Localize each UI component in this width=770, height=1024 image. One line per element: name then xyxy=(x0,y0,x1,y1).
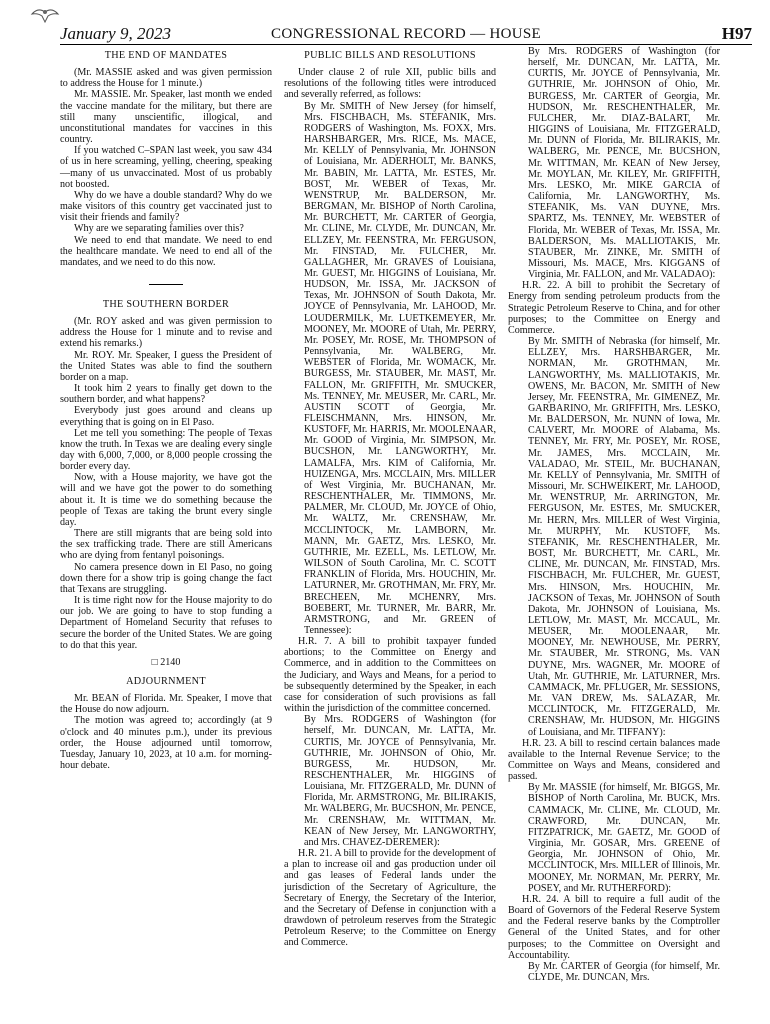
sponsor-list: By Mr. MASSIE (for himself, Mr. BIGGS, Mr. BISHOP of North Carolina, Mr. BUCK, Mrs. CAMMACK, Mr. CLINE, Mr. CLOUD, Mr. CRAWFORD, Mr. DUNCAN, Mr. FITZPATRICK, Mr. GAETZ, Mr. GOOD of Virginia, Mr. GOSAR, Mrs. GREENE of Georgia, Mr. JOHNSON of Ohio, Mr. MCCLINTOCK, Mrs. MILLER of Illinois, Mr. MOONEY, Mr. NORMAN, Mr. PERRY, Mr. POSEY, and Mr. RUTHERFORD): xyxy=(528,782,720,894)
sponsor-list: By Mr. SMITH of New Jersey (for himself, Mrs. FISCHBACH, Ms. STEFANIK, Mrs. RODGERS of Washington, Ms. FOXX, Mrs. HARSHBARGER, Mrs. RICE, Ms. MACE, Mr. KELLY of Pennsylvania, Mr. JOHNSON of Louisiana, Mr. ADERHOLT, Mr. BANKS, Mr. BABIN, Mr. LATTA, Mr. ESTES, Mr. BOST, Mr. WEBER of Texas, Mr. WENSTRUP, Mr. BALDERSON, Mr. BERGMAN, Mr. BISHOP of North Carolina, Mr. BURCHETT, Mr. CARTER of Georgia, Mr. CLINE, Mr. CLYDE, Mr. DUNCAN, Mr. ELLZEY, Mr. FEENSTRA, Mr. FERGUSON, Mr. FINSTAD, Mr. FULCHER, Mr. GALLAGHER, Mr. GRAVES of Louisiana, Mr. GUEST, Mr. HIGGINS of Louisiana, Mr. HUDSON, Mr. ISSA, Mr. JACKSON of Texas, Mr. JOHNSON of South Dakota, Mr. JOYCE of Pennsylvania, Mr. LAHOOD, Mr. LOUDERMILK, Mr. LUETKEMEYER, Mr. MOONEY, Mr. MOORE of Utah, Mr. PERRY, Mr. POSEY, Mr. ROSE, Mr. THOMPSON of Pennsylvania, Mr. WALBERG, Mr. WEBSTER of Florida, Mr. WOMACK, Mr. BURGESS, Mr. STAUBER, Mr. MAST, Mr. FALLON, Mr. GRIFFITH, Mr. SMUCKER, Ms. TENNEY, Mr. MEUSER, Mr. CARL, Mr. AUSTIN SCOTT of Georgia, Mr. FLEISCHMANN, Mrs. HINSON, Mr. KUSTOFF, Mr. HARRIS, Mr. MOOLENAAR, Mr. GOOD of Virginia, Mr. SIMPSON, Mr. BUCSHON, Mr. LANGWORTHY, Mr. LAMALFA, Mrs. KIM of California, Mr. HUIZENGA, Mrs. MCCLAIN, Mrs. MILLER of West Virginia, Mr. BUCHANAN, Mr. RESCHENTHALER, Mr. TIMMONS, Mr. PALMER, Mr. CLOUD, Mr. JOYCE of Ohio, Mr. WALTZ, Mr. CRENSHAW, Mr. MCCLINTOCK, Mr. LAMBORN, Mr. MANN, Mr. GAETZ, Mrs. LESKO, Mr. GUTHRIE, Mr. EZELL, Ms. LETLOW, Mr. WILSON of South Carolina, Mr. C. SCOTT FRANKLIN of Florida, Mrs. HOUCHIN, Mr. LATURNER, Mr. GROTHMAN, Mr. FRY, Mr. BRECHEEN, Mr. MCHENRY, Mrs. BOEBERT, Mr. TURNER, Mr. BARR, Mr. ARMSTRONG, and Mr. GREEN of Tennessee): xyxy=(304,100,496,636)
paragraph: Now, with a House majority, we have got the will and we have got the power to do something about it. It is time we do something because the people of Texas are taking the brunt every single day. xyxy=(60,472,272,528)
sponsor-list: By Mrs. RODGERS of Washington (for herself, Mr. DUNCAN, Mr. LATTA, Mr. CURTIS, Mr. JOYCE of Pennsylvania, Mr. GUTHRIE, Mr. JOHNSON of Ohio, Mr. BURGESS, Mr. HUDSON, Mr. RESCHENTHALER, Mr. HIGGINS of Louisiana, Mr. FITZGERALD, Mr. DUNN of Florida, Mr. ARMSTRONG, Mr. BILIRAKIS, Mr. WALBERG, Mr. BUCSHON, Mr. PENCE, Mr. CRENSHAW, Mr. WITTMAN, Mr. KEAN of New Jersey, Mr. LANGWORTHY, and Mrs. CHAVEZ-DEREMER): xyxy=(304,714,496,848)
paragraph: It took him 2 years to finally get down to the southern border, and what happens? xyxy=(60,383,272,406)
header-date: January 9, 2023 xyxy=(60,24,171,43)
paragraph: If you watched C–SPAN last week, you saw 434 of us in here screaming, yelling, cheering, speaking—many of us unvaccinated. Most of us probably not boosted. xyxy=(60,145,272,190)
sponsor-list: By Mr. CARTER of Georgia (for himself, Mr. CLYDE, Mr. DUNCAN, Mrs. xyxy=(528,960,720,983)
eagle-seal-icon xyxy=(30,4,60,24)
header-title: CONGRESSIONAL RECORD — HOUSE xyxy=(271,26,541,42)
column-2 xyxy=(284,46,496,949)
paragraph: No camera presence down in El Paso, no going down there for a show trip is going change the fact that Texans are struggling. xyxy=(60,561,272,595)
column-1 xyxy=(60,46,272,771)
paragraph: Let me tell you something: The people of Texas know the truth. In Texas we are dealing every single day with 6,000, 7,000, or 8,000 people crossing the border every day. xyxy=(60,427,272,473)
section-heading-adjournment: ADJOURNMENT xyxy=(126,675,206,687)
paragraph: Why do we have a double standard? Why do we make visitors of this country get vaccinated just to visit their friends and family? xyxy=(60,189,272,224)
sponsor-list: By Mr. SMITH of Nebraska (for himself, Mr. ELLZEY, Mrs. HARSHBARGER, Mr. NORMAN, Mr. GROTHMAN, Mr. LANGWORTHY, Ms. MALLIOTAKIS, Mr. OWENS, Mr. BACON, Mr. SMITH of New Jersey, Mr. FEENSTRA, Mr. GIMENEZ, Mr. GARBARINO, Mr. GRIFFITH, Mrs. LESKO, Mr. BALDERSON, Mr. NUNN of Iowa, Mr. CALVERT, Mr. MOORE of Alabama, Ms. TENNEY, Mr. FRY, Mr. POSEY, Mr. ROSE, Mr. JAMES, Mrs. MCCLAIN, Mr. VALADAO, Mr. STEIL, Mr. BUCHANAN, Mr. KELLY of Pennsylvania, Mr. SMITH of Missouri, Mr. SCHWEIKERT, Mr. LAHOOD, Mr. WENSTRUP, Mr. ARRINGTON, Mr. FERGUSON, Mr. ESTES, Mr. SMUCKER, Mr. HERN, Mrs. MILLER of West Virginia, Mr. MURPHY, Mr. KUSTOFF, Ms. STEFANIK, Mr. RESCHENTHALER, Mr. BOST, Mr. BURCHETT, Mr. CARL, Mr. CLINE, Mr. DUNCAN, Mr. FINSTAD, Mrs. FISCHBACH, Mr. FULCHER, Mr. GUEST, Mrs. HINSON, Mrs. HOUCHIN, Mr. JACKSON of Texas, Mr. JOHNSON of South Dakota, Mr. JOHNSON of Louisiana, Ms. LETLOW, Mr. MAST, Mr. MCCAUL, Mr. MEUSER, Mr. MOOLENAAR, Mr. MOONEY, Mr. NEWHOUSE, Mr. PERRY, Mr. STAUBER, Mr. STRONG, Ms. VAN DUYNE, Mrs. WAGNER, Mr. MOORE of Utah, Mr. GUTHRIE, Mr. LATURNER, Mrs. CAMMACK, Mr. PFLUGER, Mr. SESSIONS, Mr. VAN DREW, Ms. SALAZAR, Mr. MCCLINTOCK, Mr. FITZGERALD, Mr. CRENSHAW, Mr. HUDSON, Mr. HIGGINS of Louisiana, and Mr. TIFFANY): xyxy=(528,336,720,738)
sponsor-list: By Mrs. RODGERS of Washington (for herself, Mr. DUNCAN, Mr. LATTA, Mr. CURTIS, Mr. JOYCE of Pennsylvania, Mr. GUTHRIE, Mr. JOHNSON of Ohio, Mr. BURGESS, Mr. CARTER of Georgia, Mr. HUDSON, Mr. RESCHENTHALER, Mr. FULCHER, Mr. DIAZ-BALART, Mr. HIGGINS of Louisiana, Mr. FITZGERALD, Mr. DUNN of Florida, Mr. BILIRAKIS, Mr. WALBERG, Mr. PENCE, Mr. BUCSHON, Mr. WITTMAN, Mr. KEAN of New Jersey, Mr. MOYLAN, Mr. KILEY, Mr. GRIFFITH, Mrs. LESKO, Mr. MIKE GARCIA of California, Mr. LANGWORTHY, Ms. STEFANIK, Ms. VAN DUYNE, Mrs. SPARTZ, Ms. TENNEY, Mr. WEBSTER of Florida, Mr. WEBER of Texas, Mr. ISSA, Mr. BALDERSON, Ms. MALLIOTAKIS, Mr. STAUBER, Mr. ZINKE, Mr. SMITH of Missouri, Ms. MACE, Mrs. KIGGANS of Virginia, Mr. FALLON, and Mr. VALADAO): xyxy=(528,46,720,281)
section-heading-end-of-mandates: THE END OF MANDATES xyxy=(104,50,228,61)
bill-entry: H.R. 23. A bill to rescind certain balances made available to the Internal Revenue Service; to the Committee on Ways and Means, considered and passed. xyxy=(508,737,720,783)
paragraph: Mr. MASSIE. Mr. Speaker, last month we ended the vaccine mandate for the military, but there are still many unscientific, illogical, and unconstitutional mandates for vaccines in this country. xyxy=(60,89,272,146)
bill-entry: H.R. 24. A bill to require a full audit of the Board of Governors of the Federal Reserve System and the Federal reserve banks by the Comptroller General of the United States, and for other purposes; to the Committee on Oversight and Accountability. xyxy=(508,893,720,961)
paragraph: Everybody just goes around and cleans up everything that is going on in El Paso. xyxy=(60,405,272,428)
paragraph: (Mr. MASSIE asked and was given permission to address the House for 1 minute.) xyxy=(60,67,272,90)
paragraph: We need to end that mandate. We need to end the healthcare mandate. We need to end all of the mandates, and we need to do this now. xyxy=(60,234,272,268)
bill-entry: H.R. 7. A bill to prohibit taxpayer funded abortions; to the Committee on Energy and Commerce, and in addition to the Committees on the Judiciary, and Ways and Means, for a period to be subsequently determined by the Speaker, in each case for consideration of such provisions as fall within the jurisdiction of the committee concerned. xyxy=(284,636,496,715)
paragraph: Why are we separating families over this? xyxy=(74,223,244,235)
column-3 xyxy=(508,46,720,983)
paragraph: The motion was agreed to; accordingly (at 9 o'clock and 40 minutes p.m.), under its previous order, the House adjourned until tomorrow, Tuesday, January 10, 2023, at 10 a.m. for morning-hour debate. xyxy=(60,715,272,772)
header-page-number: H97 xyxy=(721,24,752,43)
section-heading-public-bills: PUBLIC BILLS AND RESOLUTIONS xyxy=(304,50,476,61)
paragraph: Mr. BEAN of Florida. Mr. Speaker, I move that the House do now adjourn. xyxy=(60,693,272,716)
section-divider xyxy=(149,284,183,285)
section-heading-southern-border: THE SOUTHERN BORDER xyxy=(102,298,230,310)
bill-entry: H.R. 22. A bill to prohibit the Secretary of Energy from sending petroleum products from the Strategic Petroleum Reserve to China, and for other purposes; to the Committee on Energy and Commerce. xyxy=(508,280,720,336)
paragraph: Mr. ROY. Mr. Speaker, I guess the President of the United States was able to find the southern border on a map. xyxy=(60,349,272,383)
header-rule xyxy=(60,44,752,45)
paragraph: (Mr. ROY asked and was given permission to address the House for 1 minute and to revise and extend his remarks.) xyxy=(60,316,272,350)
paragraph: It is time right now for the House majority to do our job. We are going to have to stop funding a Department of Homeland Security that refuses to secure the border of the United States. We are going to do that this year. xyxy=(60,595,272,651)
time-stamp: □ 2140 xyxy=(151,656,181,668)
bill-entry: H.R. 21. A bill to provide for the development of a plan to increase oil and gas production under oil and gas leases of Federal lands under the jurisdiction of the Secretary of Agriculture, the Secretary of Energy, the Secretary of the Interior, and the Secretary of Defense in conjunction with a drawdown of petroleum reserves from the Strategic Petroleum Reserve; to the Committee on Energy and Commerce. xyxy=(284,848,496,949)
paragraph: Under clause 2 of rule XII, public bills and resolutions of the following titles were introduced and severally referred, as follows: xyxy=(284,67,496,101)
paragraph: There are still migrants that are being sold into the sex trafficking trade. There are still Americans who are dying from fentanyl poisonings. xyxy=(60,528,272,562)
